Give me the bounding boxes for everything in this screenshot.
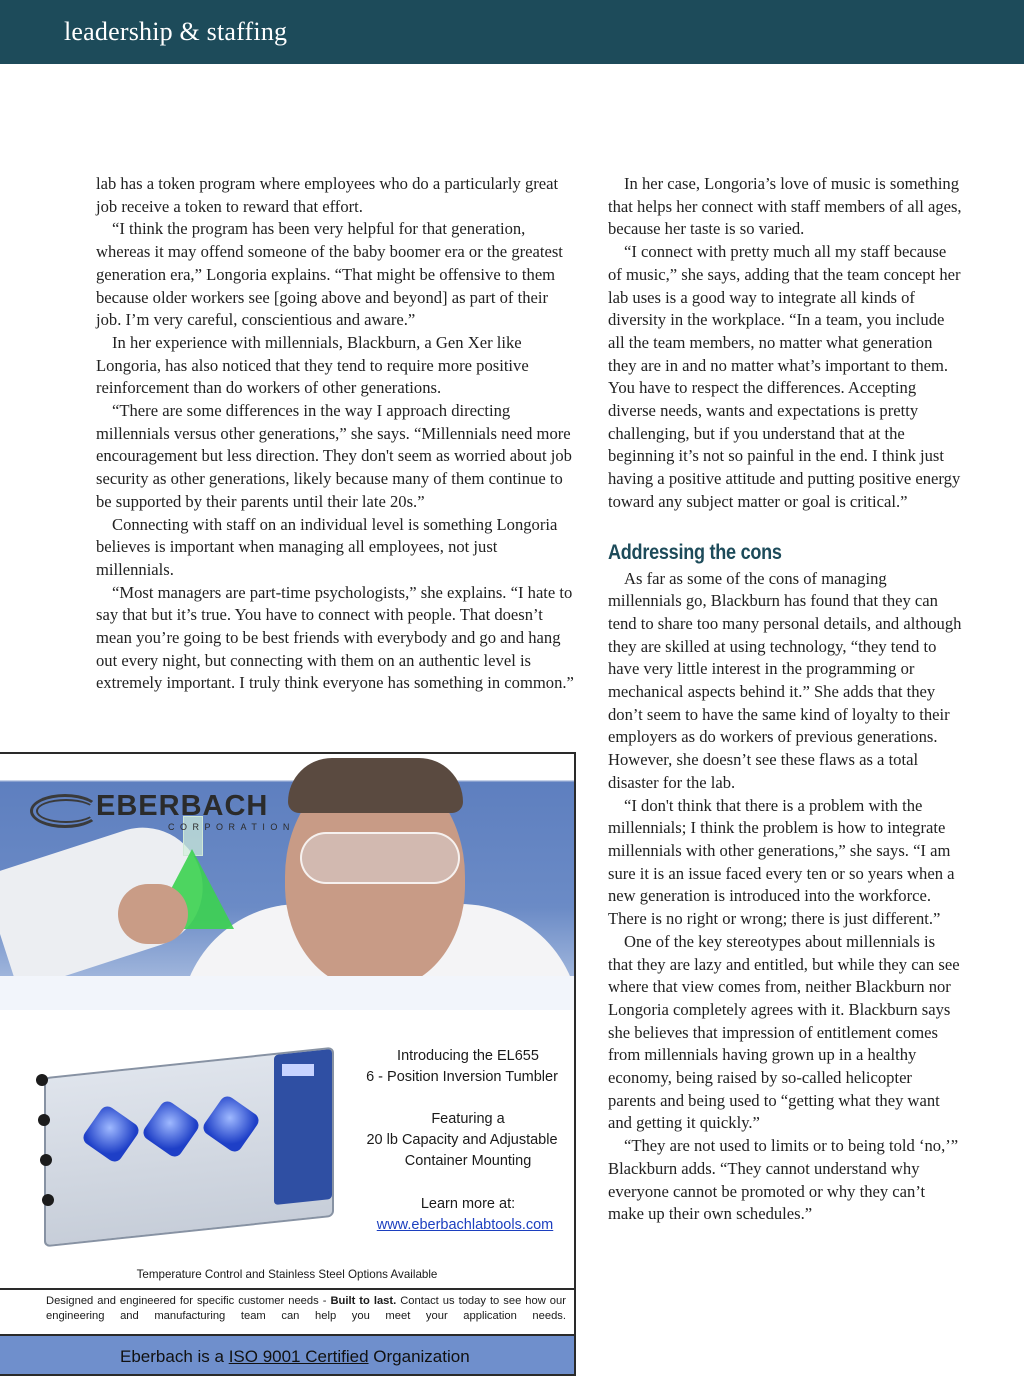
ad-learn-more (350, 1194, 576, 1236)
ad-intro (350, 1046, 576, 1088)
ad-options-note: Temperature Control and Stainless Steel Options Available (136, 1268, 438, 1281)
iso-certified-link[interactable]: ISO 9001 Certified (228, 1347, 369, 1366)
paragraph: “They are not used to limits or to being told ‘no,’” Blackburn adds. “They cannot understand why everyone cannot be promoted or why they can’t make up their own schedules.” (608, 1136, 959, 1224)
header-bar (0, 0, 1024, 64)
paragraph: Connecting with staff on an individual level is something Longoria believes is important when managing all employees, not just millennials. (96, 514, 558, 579)
safety-goggles-icon (300, 832, 460, 884)
ad-divider (0, 1288, 574, 1290)
paragraph: “I don't think that there is a problem with the millennials; I think the problem is how to integrate millennials with other generations,” she says. “I am sure it is an issue faced every ten or so years when a new generation is introduced into the workforce. There is no right or wrong; there is just different.” (608, 795, 955, 929)
advertisement[interactable] (0, 752, 576, 1376)
left-column (96, 173, 574, 695)
eberbach-logo-swoosh-inner-icon (36, 799, 96, 823)
paragraph: “I connect with pretty much all my staff because of music,” she says, adding that the team concept her lab uses is a good way to integrate all kinds of diversity in the workplace. “In a team, you include all the team members, no matter what generation they are in and no matter what’s important to them. You have to respect the differences. Accepting diverse needs, wants and expectations is pretty challenging, but if you understand that at the beginning it’s not so painful in the end. I think just having a positive attitude and putting positive energy toward any subject matter or goal is critical.” (608, 242, 961, 511)
paragraph: “I think the program has been very helpful for that generation, whereas it may offend someone of the baby boomer era or the greatest generation era,” Longoria explains. “That might be offensive to them because older workers see [going above and beyond] as part of their job. I’m very careful, conscientious and aware.” (96, 219, 563, 330)
ad-intro-line1: Introducing the EL655 (397, 1048, 539, 1064)
scientist-hand (118, 884, 188, 944)
section-title: leadership & staffing (64, 17, 288, 46)
subhead-addressing-the-cons: Addressing the cons (608, 540, 782, 564)
ad-footer (0, 1334, 574, 1376)
ad-intro-line2: 6 - Position Inversion Tumbler (366, 1069, 558, 1085)
eberbach-logo-sub: CORPORATION (168, 822, 295, 832)
paragraph: lab has a token program where employees who do a particularly great job receive a token to reward that effort. (96, 174, 559, 216)
right-column (608, 173, 964, 1226)
ad-footer-text: Eberbach is a ISO 9001 Certified Organization (120, 1347, 470, 1366)
eberbach-logo-text: EBERBACH (96, 790, 269, 822)
scientist-hair (288, 758, 463, 813)
paragraph: “Most managers are part-time psychologists,” she explains. “I hate to say that but it’s true. You have to connect with people. That doesn’t mean you’re going to be best friends with everybody and go and hang out every night, but connecting with them on an authentic level is extremely important. I truly think everyone has something in common.” (96, 582, 574, 693)
paragraph: “There are some differences in the way I approach directing millennials versus other generations,” she says. “Millennials need more encouragement but less direction. They don't seem as worried about job security as other generations, likely because many of them continue to be supported by their parents until their late 20s.” (96, 401, 572, 511)
paragraph: In her experience with millennials, Blackburn, a Gen Xer like Longoria, has also noticed that they tend to require more positive reinforcement than do workers of other generations. (96, 332, 529, 398)
ad-photo (0, 754, 574, 1010)
paragraph: One of the key stereotypes about millennials is that they are lazy and entitled, but while they can see where that view comes from, neither Blackburn nor Longoria completely agrees with it. Blackburn says she believes that impression of entitlement comes from millennials having grown up in a healthy economy, being raised by so-called helicopter parents and being used to “getting what they want and getting it quickly.” (608, 931, 960, 1133)
ad-learn-more-label: Learn more at: (420, 1196, 516, 1212)
paragraph: As far as some of the cons of managing millennials go, Blackburn has found that they can tend to share too many personal details, and although they are skilled at using technology, “they tend to have very little interest in the programming or mechanical aspects behind it.” She adds that they don’t seem to have the same kind of loyalty to their employers as do workers of previous generations. However, she doesn’t see these flaws as a total disaster for the lab. (608, 568, 962, 792)
inversion-tumbler-machine-icon (34, 1052, 334, 1242)
ad-features (350, 1109, 576, 1172)
ad-website-link[interactable]: www.eberbachlabtools.com (376, 1217, 554, 1233)
paragraph: In her case, Longoria’s love of music is something that helps her connect with staff members of all ages, because her taste is so varied. (608, 174, 962, 239)
ad-feature-line3: Container Mounting (404, 1153, 532, 1169)
ad-feature-line1: Featuring a (431, 1111, 505, 1127)
ad-contact-text: Designed and engineered for specific customer needs - Built to last. Contact us today to see how our engineering and manufacturing team can help you meet your application needs. (46, 1295, 566, 1322)
ad-feature-line2: 20 lb Capacity and Adjustable (366, 1132, 558, 1148)
